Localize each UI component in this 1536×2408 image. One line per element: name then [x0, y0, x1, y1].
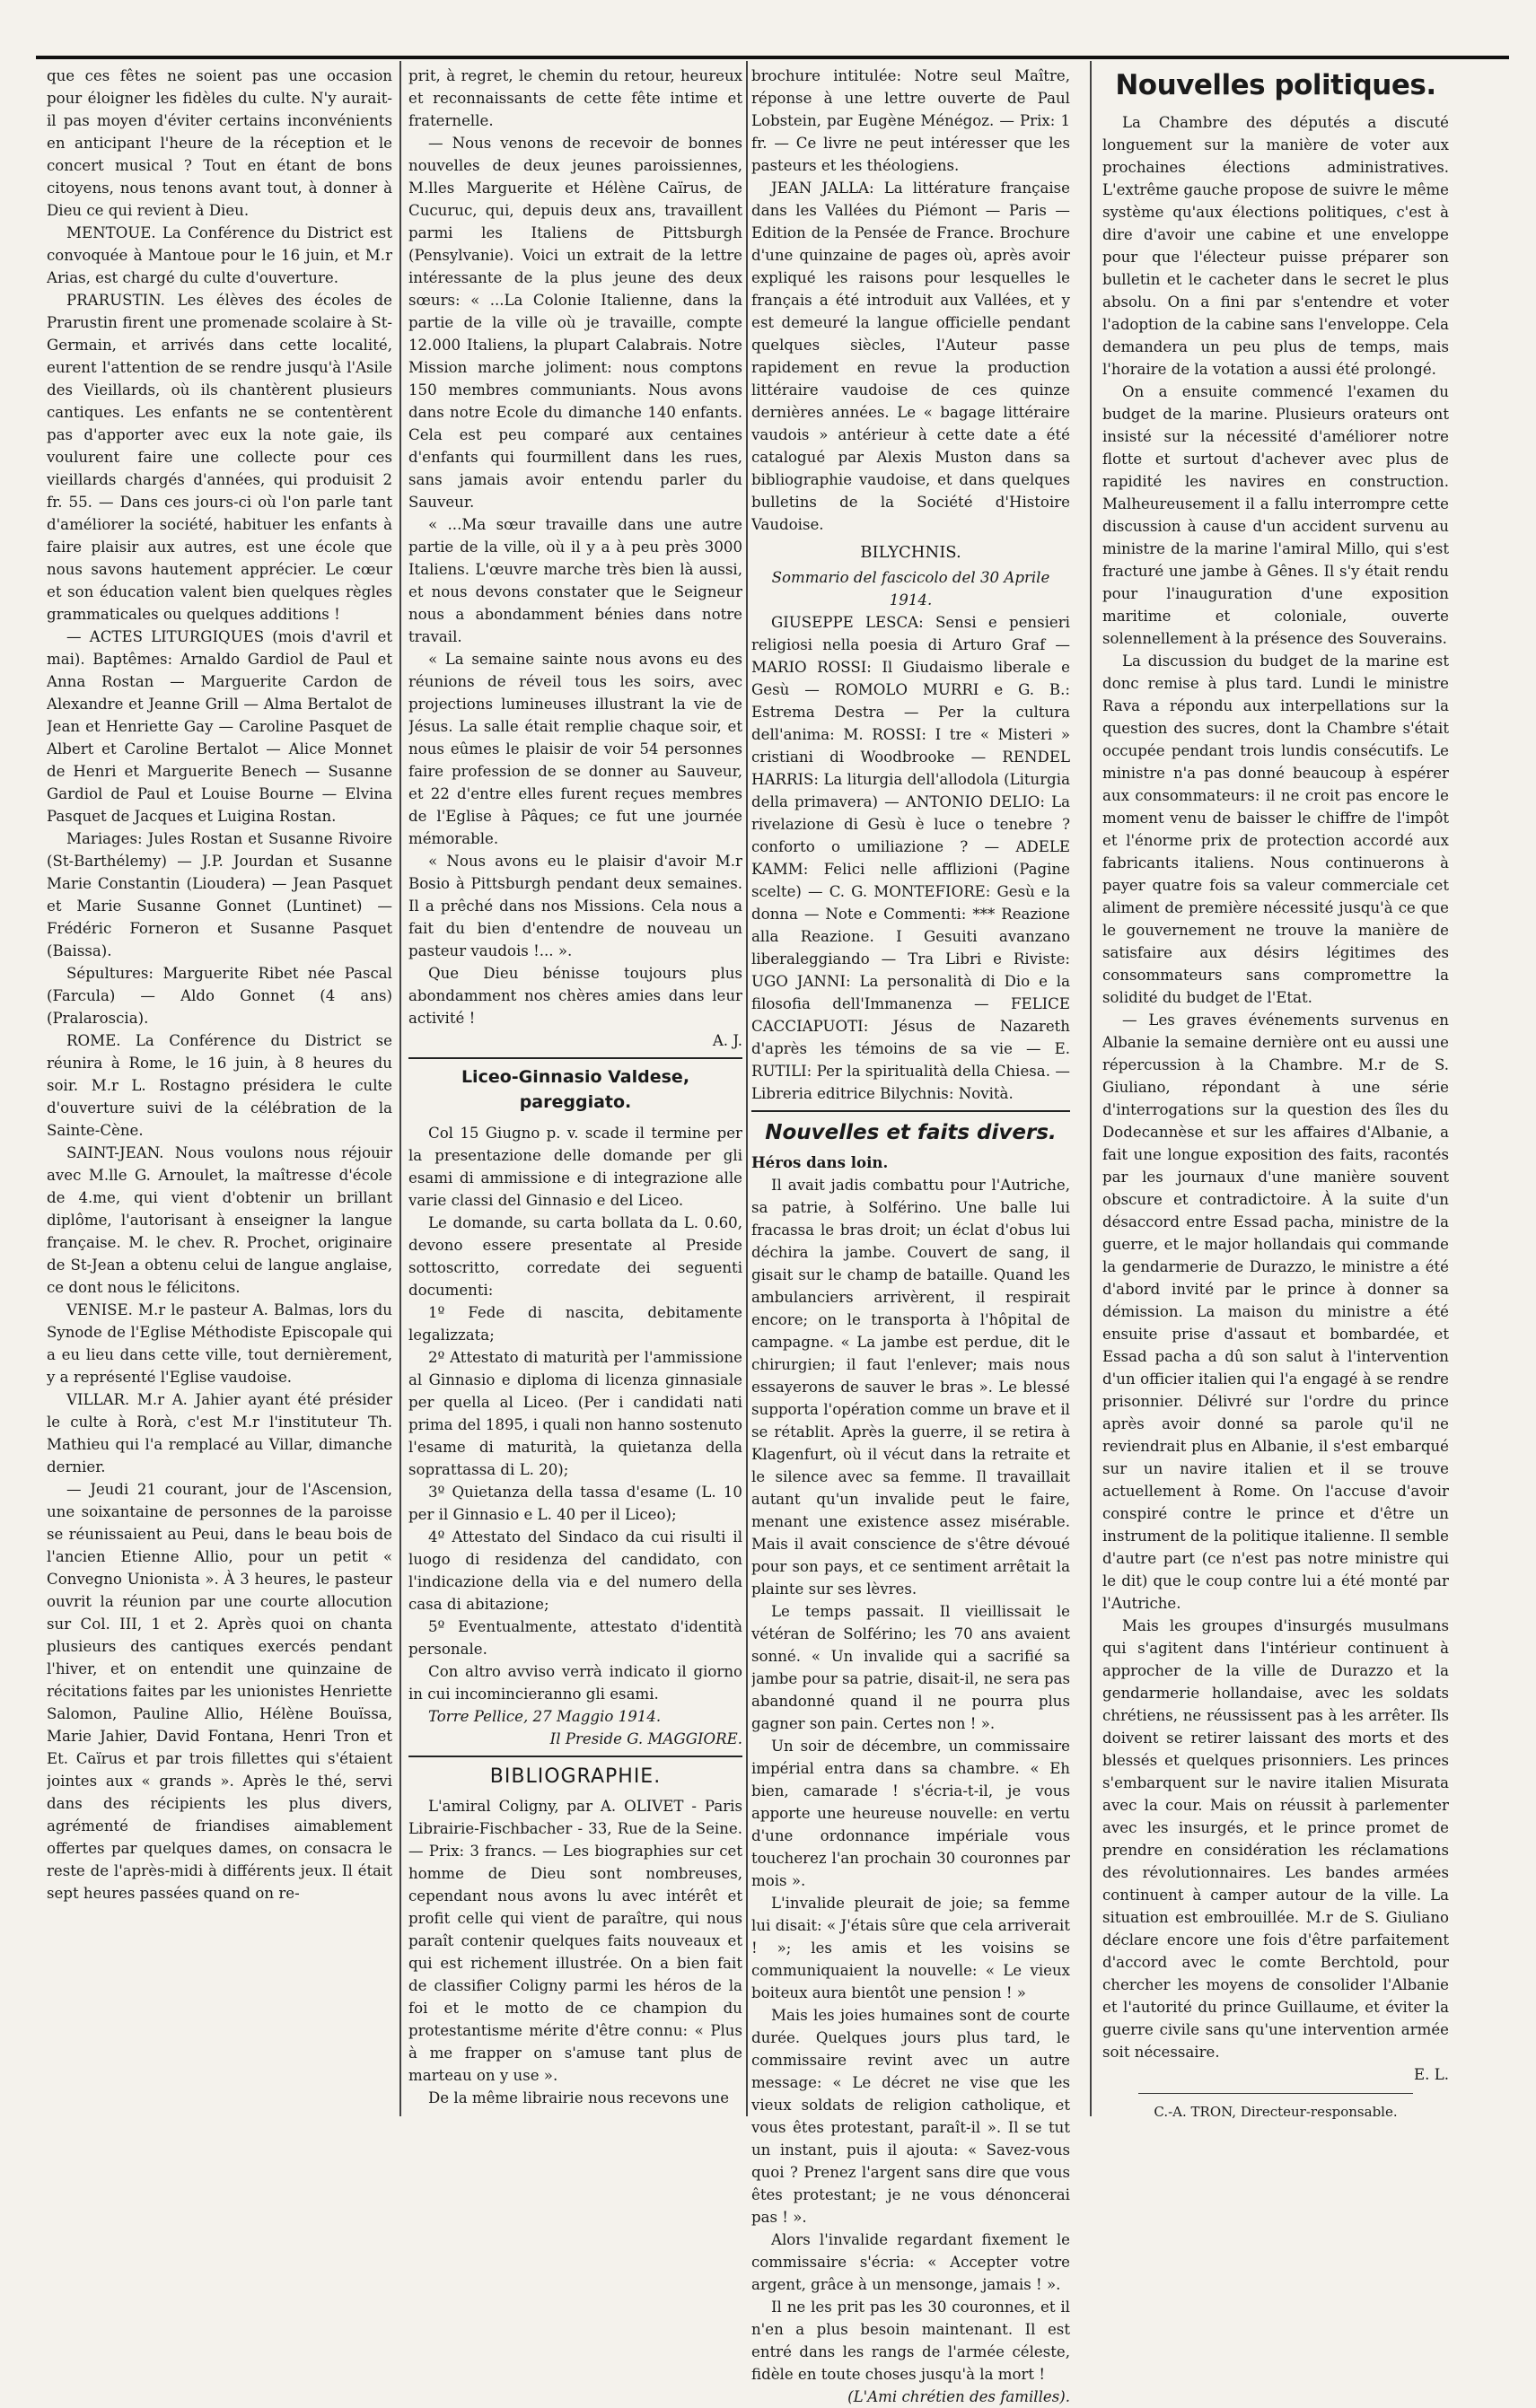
signature: Il Preside G. MAGGIORE. [549, 1730, 742, 1747]
paragraph: ROME. La Conférence du District se réunira à Rome, le 16 juin, à 8 heures du soir. M.r L. Rostagno présidera le culte d'ouverture suivi de la célébration de la Sainte-Cène. [47, 1032, 392, 1139]
column-rule [746, 61, 748, 2116]
paragraph: Le domande, su carta bollata da L. 0.60, devono essere presentate al Preside sottoscritto, corredate dei seguenti documenti: [408, 1214, 742, 1299]
article-title: Héros dans loin. [751, 1153, 889, 1171]
paragraph: prit, à regret, le chemin du retour, heureux et reconnaissants de cette fête intime et fraternelle. [408, 67, 742, 129]
paragraph: PRARUSTIN. Les élèves des écoles de Prarustin firent une promenade scolaire à St-Germain, et arrivés dans cette localité, eurent l'attention de se rendre jusqu'à l'Asile des Vieillards, où ils chantèrent plusieurs cantiques. Les enfants ne se contentèrent pas d'apporter avec eux la note gaie, ils voulurent faire une collecte pour ces vieillards chargés d'années, qui produisit 2 fr. 55. — Dans ces jours-ci où l'on parle tant d'améliorer la société, habituer les enfants à faire plaisir aux autres, est une école que nous savons hautement apprécier. Le cœur et son éducation valent bien quelques règles grammaticales ou quelques additions ! [47, 292, 392, 623]
paragraph: brochure intitulée: Notre seul Maître, réponse à une lettre ouverte de Paul Lobstein, par Eugène Ménégoz. — Prix: 1 fr. — Ce livre ne peut intéresser que les pasteurs et les théologiens. [751, 67, 1070, 174]
paragraph: 1º Fede di nascita, debitamente legalizzata; [408, 1304, 742, 1344]
section-title-bilychnis: BILYCHNIS. [860, 543, 961, 562]
paragraph: VENISE. M.r le pasteur A. Balmas, lors du Synode de l'Eglise Méthodiste Episcopale qui a eu lieu dans cette ville, tout dernièrement, y a représenté l'Eglise vaudoise. [47, 1301, 392, 1386]
top-rule [36, 56, 1509, 59]
footer-rule [1138, 2093, 1413, 2094]
column-4 [1102, 65, 1449, 2123]
paragraph: 4º Attestato del Sindaco da cui risulti il luogo di residenza del candidato, con l'indicazione della via e del numero della casa di abitazione; [408, 1528, 742, 1613]
paragraph: Le temps passait. Il vieillissait le vétéran de Solférino; les 70 ans avaient sonné. « Un invalide qui a sacrifié sa jambe pour sa patrie, disait-il, ne sera pas abandonné quand il ne pourra plus gagner son pain. Certes non ! ». [751, 1603, 1070, 1732]
paragraph: Col 15 Giugno p. v. scade il termine per la presentazione delle domande per gli esami di ammissione e di integrazione alle varie classi del Ginnasio e del Liceo. [408, 1125, 742, 1209]
signature: E. L. [1414, 2066, 1449, 2083]
paragraph: Il avait jadis combattu pour l'Autriche, sa patrie, à Solférino. Une balle lui fracassa le bras droit; un éclat d'obus lui déchira la jambe. Couvert de sang, il gisait sur le champ de bataille. Quand les ambulanciers arrivèrent, il respirait encore; on le transporta à l'hôpital de campagne. « La jambe est perdue, dit le chirurgien; il faut l'enlever; mais nous essayerons de sauver le bras ». Le blessé supporta l'opération comme un brave et il se rétablit. Après la guerre, il se retira à Klagenfurt, où il vécut dans la retraite et le silence avec sa femme. Il travaillait autant qu'un invalide peut le faire, menant une existence assez misérable. Mais il avait conscience de s'être dévoué pour son pays, et ce sentiment arrêtait la plainte sur ses lèvres. [751, 1177, 1070, 1598]
paragraph: Con altro avviso verrà indicato il giorno in cui incomincieranno gli esami. [408, 1663, 742, 1703]
paragraph: La Chambre des députés a discuté longuement sur la manière de voter aux prochaines élections administratives. L'extrême gauche propose de suivre le même système qu'aux élections politiques, c'est à dire d'avoir une cabine et une enveloppe pour que l'électeur puisse préparer son bulletin et le cacheter dans le secret le plus absolu. On a fini par s'entendre et voter l'adoption de la cabine sans l'enveloppe. Cela demandera un peu plus de temps, mais l'horaire de la votation a aussi été prolongé. [1102, 114, 1449, 378]
column-2 [408, 65, 742, 2109]
section-title-politiques: Nouvelles politiques. [1115, 69, 1436, 101]
paragraph: — Nous venons de recevoir de bonnes nouvelles de deux jeunes paroissiennes, M.lles Marguerite et Hélène Caïrus, de Cucuruc, qui, depuis deux ans, travaillent parmi les Italiens de Pittsburgh (Pensylvanie). Voici un extrait de la lettre intéressante de la plus jeune des deux sœurs: « ...La Colonie Italienne, dans la partie de la ville où je travaille, compte 12.000 Italiens, la plupart Calabrais. Notre Mission marche joliment: nous comptons 150 membres communiants. Nous avons dans notre Ecole du dimanche 140 enfants. Cela est peu comparé aux centaines d'enfants qui fourmillent dans les rues, sans jamais avoir entendu parler du Sauveur. [408, 135, 742, 511]
section-title-liceo: Liceo-Ginnasio Valdese, pareggiato. [461, 1067, 690, 1112]
paragraph: Mariages: Jules Rostan et Susanne Rivoire (St-Barthélemy) — J.P. Jourdan et Susanne Marie Constantin (Lioudera) — Jean Pasquet et Marie Susanne Gonnet (Luntinet) — Frédéric Forneron et Susanne Pasquet (Baissa). [47, 830, 392, 959]
paragraph: VILLAR. M.r A. Jahier ayant été présider le culte à Rorà, c'est M.r l'instituteur Th. Mathieu qui l'a remplacé au Villar, dimanche dernier. [47, 1391, 392, 1475]
paragraph: L'amiral Coligny, par A. OLIVET - Paris Librairie-Fischbacher - 33, Rue de la Seine. — Prix: 3 francs. — Les biographies sur cet homme de Dieu sont nombreuses, cependant nous avons lu avec intérêt et profit celle qui vient de paraître, qui nous paraît contenir quelques faits nouveaux et qui est richement illustrée. On a bien fait de classifier Coligny parmi les héros de la foi et le motto de ce champion du protestantisme mérite d'être connu: « Plus à me frapper on s'amuse tant plus de marteau on y use ». [408, 1798, 742, 2084]
paragraph: Que Dieu bénisse toujours plus abondamment nos chères amies dans leur activité ! [408, 965, 742, 1027]
section-title-bibliographie: BIBLIOGRAPHIE. [489, 1765, 662, 1788]
section-rule [408, 1057, 742, 1059]
section-rule [408, 1756, 742, 1757]
paragraph: 5º Eventualmente, attestato d'identità personale. [408, 1618, 742, 1658]
column-3 [751, 65, 1070, 2408]
paragraph: — Jeudi 21 courant, jour de l'Ascension, une soixantaine de personnes de la paroisse se réunissaient au Peui, dans le beau bois de l'ancien Etienne Allio, pour un petit « Convegno Unionista ». À 3 heures, le pasteur ouvrit la réunion par une courte allocution sur Col. III, 1 et 2. Après quoi on chanta plusieurs des cantiques exercés pendant l'hiver, et on entendit une quinzaine de récitations faites par les unionistes Henriette Salomon, Pauline Allio, Hélène Bouïssa, Marie Jahier, David Fontana, Henri Tron et Et. Caïrus et par trois fillettes qui s'étaient jointes aux « grands ». Après le thé, servi dans des récipients les plus divers, agrémenté de friandises aimablement offertes par quelques dames, on consacra le reste de l'après-midi à différents jeux. Il était sept heures passées quand on re- [47, 1481, 392, 1902]
paragraph: JEAN JALLA: La littérature française dans les Vallées du Piémont — Paris — Edition de la Pensée de France. Brochure d'une quinzaine de pages où, après avoir expliqué les raisons pour lesquelles le français a été introduit aux Vallées, et y est demeuré la langue officielle pendant quelques siècles, l'Auteur passe rapidement en revue la production littéraire vaudoise de ces quinze dernières années. Le « bagage littéraire vaudois » antérieur à cette date a été catalogué par Alexis Muston dans sa bibliographie vaudoise, et dans quelques bulletins de la Société d'Histoire Vaudoise. [751, 180, 1070, 533]
paragraph: GIUSEPPE LESCA: Sensi e pensieri religiosi nella poesia di Arturo Graf — MARIO ROSSI: Il Giudaismo liberale e Gesù — ROMOLO MURRI e G. B.: Estrema Destra — Per la cultura dell'anima: M. ROSSI: I tre « Misteri » cristiani di Woodbrooke — RENDEL HARRIS: La liturgia dell'allodola (Liturgia della primavera) — ANTONIO DELIO: La rivelazione di Gesù è luce o tenebre ? conforto o umiliazione ? — ADELE KAMM: Felici nelle afflizioni (Pagine scelte) — C. G. MONTEFIORE: Gesù e la donna — Note e Commenti: *** Reazione alla Reazione. I Gesuiti avanzano liberaleggiando — Tra Libri e Riviste: UGO JANNI: La personalità di Dio e la filosofia dell'Immanenza — FELICE CACCIAPUOTI: Jésus de Nazareth d'après les témoins de sa vie — E. RUTILI: Per la spiritualità della Chiesa. — Libreria editrice Bilychnis: Novità. [751, 614, 1070, 1102]
section-subtitle: Sommario del fascicolo del 30 Aprile 1914. [771, 569, 1050, 609]
paragraph: « La semaine sainte nous avons eu des réunions de réveil tous les soirs, avec projections lumineuses illustrant la vie de Jésus. La salle était remplie chaque soir, et nous eûmes le plaisir de voir 54 personnes faire profession de se donner au Sauveur, et 22 d'entre elles furent reçues membres de l'Eglise à Pâques; ce fut une journée mémorable. [408, 651, 742, 847]
column-rule [399, 61, 401, 2116]
paragraph: 2º Attestato di maturità per l'ammissione al Ginnasio e diploma di licenza ginnasiale per quella al Liceo. (Per i candidati nati prima del 1895, i quali non hanno sostenuto l'esame di maturità, la quietanza della soprattassa di L. 20); [408, 1349, 742, 1478]
paragraph: — ACTES LITURGIQUES (mois d'avril et mai). Baptêmes: Arnaldo Gardiol de Paul et Anna Rostan — Marguerite Cardon de Alexandre et Jeanne Grill — Alma Bertalot de Jean et Henriette Gay — Caroline Pasquet de Albert et Caroline Bertalot — Alice Monnet de Henri et Marguerite Benech — Susanne Gardiol de Paul et Louise Bourne — Elvina Pasquet de Jacques et Luigina Rostan. [47, 628, 392, 825]
paragraph: SAINT-JEAN. Nous voulons nous réjouir avec M.lle G. Arnoulet, la maîtresse d'école de 4.me, qui vient d'obtenir un brillant diplôme, l'autorisant à enseigner la langue française. M. le chev. R. Prochet, originaire de St-Jean a obtenu celui de langue anglaise, ce dont nous le félicitons. [47, 1144, 392, 1296]
paragraph: Mais les groupes d'insurgés musulmans qui s'agitent dans l'intérieur continuent à approcher de la ville de Durazzo et la gendarmerie hollandaise, avec les soldats chrétiens, ne réussissent pas à les arrêter. Ils doivent se retirer laissant des morts et des blessés et quelques prisonniers. Les princes s'embarquent sur le navire italien Misurata avec la cour. Mais on réussit à parlementer avec les insurgés, et le prince promet de prendre en considération les réclamations des révolutionnaires. Les bandes armées continuent à camper autour de la ville. La situation est embrouillée. M.r de S. Giuliano déclare encore une fois d'être parfaitement d'accord avec le comte Berchtold, pour chercher les moyens de consolider l'Albanie et l'autorité du prince Guillaume, et éviter la guerre civile sans qu'une intervention armée soit nécessaire. [1102, 1617, 1449, 2061]
column-rule [1090, 61, 1092, 2116]
paragraph: que ces fêtes ne soient pas une occasion pour éloigner les fidèles du culte. N'y aurait-il pas moyen d'éviter certains inconvénients en anticipant l'heure de la réception et le concert musical ? Tout en étant de bons citoyens, nous tenons avant tout, à donner à Dieu ce qui revient à Dieu. [47, 67, 392, 219]
paragraph: « Nous avons eu le plaisir d'avoir M.r Bosio à Pittsburgh pendant deux semaines. Il a prêché dans nos Missions. Cela nous a fait du bien d'entendre de nouveau un pasteur vaudois !... ». [408, 853, 742, 959]
paragraph: On a ensuite commencé l'examen du budget de la marine. Plusieurs orateurs ont insisté sur la nécessité d'améliorer notre flotte et surtout d'achever avec plus de rapidité les navires en construction. Malheureusement il a fallu interrompre cette discussion à cause d'un accident survenu au ministre de la marine l'amiral Millo, qui s'est fracturé une jambe à Gênes. Il s'y était rendu pour l'inauguration d'une exposition maritime et coloniale, ouverte solennellement à la présence des Souverains. [1102, 383, 1449, 647]
place-date: Torre Pellice, 27 Maggio 1914. [428, 1708, 662, 1725]
paragraph: Il ne les prit pas les 30 couronnes, et il n'en a plus besoin maintenant. Il est entré dans les rangs de l'armée céleste, fidèle en toute choses jusqu'à la mort ! [751, 2299, 1070, 2383]
source: (L'Ami chrétien des familles). [847, 2388, 1070, 2405]
paragraph: L'invalide pleurait de joie; sa femme lui disait: « J'étais sûre que cela arriverait ! »; les amis et les voisins se communiquaient la nouvelle: « Le vieux boiteux aura bientôt une pension ! » [751, 1895, 1070, 2001]
paragraph: Mais les joies humaines sont de courte durée. Quelques jours plus tard, le commissaire revint avec un autre message: « Le décret ne vise que les vieux soldats de religion catholique, et vous êtes protestant, paraît-il ». Il se tut un instant, puis il ajouta: « Savez-vous quoi ? Prenez l'argent sans dire que vous êtes protestant; je ne vous dénoncerai pas ! ». [751, 2007, 1070, 2226]
paragraph: Un soir de décembre, un commissaire impérial entra dans sa chambre. « Eh bien, camarade ! s'écria-t-il, je vous apporte une heureuse nouvelle: en vertu d'une ordonnance impériale vous toucherez l'an prochain 30 couronnes par mois ». [751, 1738, 1070, 1889]
paragraph: MENTOUE. La Conférence du District est convoquée à Mantoue pour le 16 juin, et M.r Arias, est chargé du culte d'ouverture. [47, 224, 392, 286]
paragraph: 3º Quietanza della tassa d'esame (L. 10 per il Ginnasio e L. 40 per il Liceo); [408, 1484, 742, 1523]
paragraph: La discussion du budget de la marine est donc remise à plus tard. Lundi le ministre Rava a répondu aux interpellations sur la question des sucres, dont la Chambre s'était occupée pendant trois lundis consécutifs. Le ministre n'a pas donné beaucoup à espérer aux consommateurs: il ne croit pas encore le moment venu de baisser le chiffre de l'impôt et l'énorme prix de protection accordé aux fabricants italiens. Nous continuerons à payer quatre fois sa valeur commerciale cet aliment de première nécessité jusqu'à ce que le gouvernement ne trouve la manière de satisfaire aux désirs légitimes des consommateurs sans compromettre la solidité du budget de l'Etat. [1102, 652, 1449, 1006]
column-1 [47, 65, 392, 1905]
paragraph: « ...Ma sœur travaille dans une autre partie de la ville, où il y a à peu près 3000 Italiens. L'œuvre marche très bien là aussi, et nous devons constater que le Seigneur nous a abondamment bénies dans notre travail. [408, 516, 742, 645]
paragraph: De la même librairie nous recevons une [428, 2089, 730, 2106]
section-title-nouvelles: Nouvelles et faits divers. [765, 1121, 1057, 1144]
paragraph: — Les graves événements survenus en Albanie la semaine dernière ont eu aussi une répercussion à la Chambre. M.r de S. Giuliano, répondant à une série d'interrogations sur la question des îles du Dodecannèse et sur les affaires d'Albanie, a fait une longue exposition des faits, racontés par les journaux d'une manière souvent obscure et contradictoire. À la suite d'un désaccord entre Essad pacha, ministre de la guerre, et le major hollandais qui commande la gendarmerie de Durazzo, le ministre a été d'abord invité par le prince à donner sa démission. La maison du ministre a été ensuite prise d'assaut et bombardée, et Essad pacha a dû son salut à l'intervention d'un officier italien qui l'a engagé à se rendre prisonnier. Délivré sur l'ordre du prince après avoir donné sa parole qu'il ne reviendrait plus en Albanie, il s'est embarqué sur un navire italien et il se trouve actuellement à Rome. On l'accuse d'avoir conspiré contre le prince et d'être un instrument de la politique italienne. Il semble d'autre part (ce n'est pas notre ministre qui le dit) que le coup contre lui a été monté par l'Autriche. [1102, 1011, 1449, 1612]
paragraph: Alors l'invalide regardant fixement le commissaire s'écria: « Accepter votre argent, grâce à un mensonge, jamais ! ». [751, 2231, 1070, 2293]
footer-director: C.-A. TRON, Directeur-responsable. [1154, 2104, 1398, 2120]
section-rule [751, 1110, 1070, 1112]
signature: A. J. [712, 1032, 742, 1049]
paragraph: Sépultures: Marguerite Ribet née Pascal (Farcula) — Aldo Gonnet (4 ans) (Pralaroscia). [47, 965, 392, 1027]
